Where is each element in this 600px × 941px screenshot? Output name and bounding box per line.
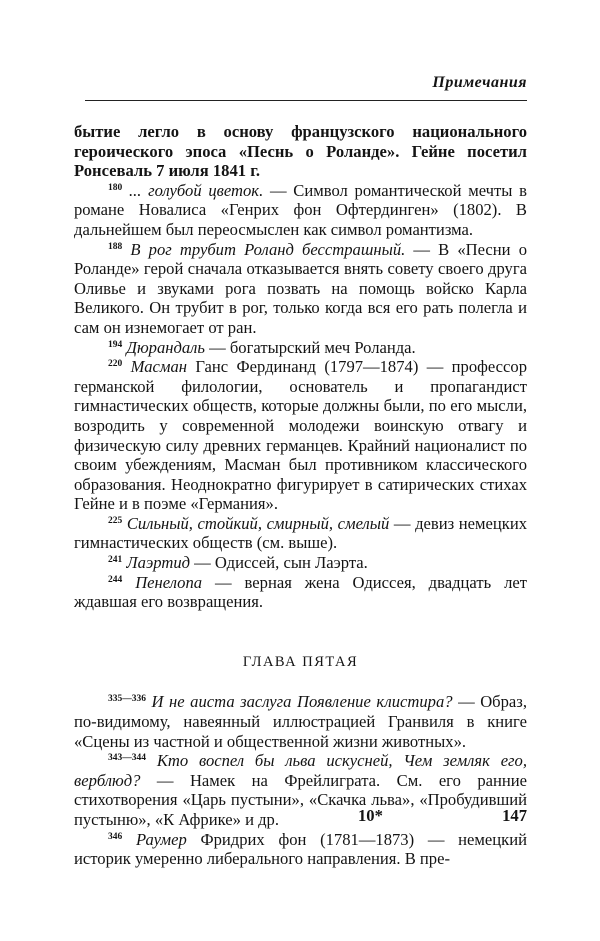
note-number: 180	[108, 182, 123, 193]
note-term: Раумер	[135, 829, 187, 849]
notes-body	[74, 122, 527, 869]
note-number: 241	[108, 555, 123, 566]
note-term: В рог трубит Роланд бесстрашный.	[130, 239, 406, 259]
note-194	[74, 338, 527, 358]
continuation-line-3: Ронсеваль 7 июля 1841 г.	[74, 161, 261, 181]
note-term: Пенелопа	[135, 572, 203, 592]
note-term: Дюрандаль	[126, 337, 205, 357]
note-term: Лаэртид	[126, 553, 191, 573]
note-term: Масман	[130, 357, 187, 377]
note-text: — Символ романтической мечты в романе Новалиса «Генрих фон Офтердинген» (1802). В дальнейшем был переосмыслен как символ романтизма.	[74, 180, 527, 239]
header-rule	[85, 100, 527, 101]
chapter-heading: ГЛАВА ПЯТАЯ	[242, 653, 359, 670]
note-220	[74, 357, 527, 514]
note-text: — Образ, по-видимому, навеянный иллюстрацией Гранвиля в книге «Сцены из частной и общественной жизни животных».	[74, 692, 527, 751]
note-number: 335—336	[108, 694, 146, 705]
note-241	[74, 553, 527, 573]
printer-signature: 10*	[358, 806, 383, 825]
note-number: 220	[108, 359, 123, 370]
note-text: Ганс Фердинанд (1797—1874) — профессор германской филологии, основатель и пропагандист гимнастических обществ, которые должны были, по его мысли, возродить у современной молодежи воинскую отвагу и физическую силу древних германцев. Крайний националист по своим убеждениям, Масман был противником классического образования. Неоднократно фигурирует в сатирических стихах Гейне и в поэме «Германия».	[74, 357, 527, 514]
note-180	[74, 181, 527, 240]
note-text: Фридрих фон (1781—1873) — немецкий историк умеренно либерального направления. В пре-	[74, 829, 527, 869]
note-term: И не аиста заслуга Появление клистира?	[151, 692, 453, 712]
note-225	[74, 514, 527, 553]
continuation-line-2: героического эпоса «Песнь о Роланде». Гейне посетил	[74, 141, 527, 161]
note-number: 194	[108, 339, 123, 350]
note-text: — богатырский меч Роланда.	[204, 337, 416, 357]
note-number: 346	[108, 831, 123, 842]
note-244	[74, 573, 527, 612]
note-number: 188	[108, 241, 123, 252]
note-term: Сильный, стойкий, смирный, смелый	[126, 513, 390, 533]
note-term: ... голубой цветок.	[129, 180, 264, 200]
note-335-336	[74, 692, 527, 751]
note-text: — верная жена Одиссея, двадцать лет ждавшая его возвращения.	[74, 572, 528, 612]
note-term: Кто воспел бы льва искусней, Чем земляк его, верблюд?	[74, 751, 527, 790]
note-number: 343—344	[108, 753, 146, 764]
note-346	[74, 830, 527, 869]
page-number: 147	[502, 806, 527, 825]
continuation-line-1: бытие легло в основу французского национального	[74, 122, 527, 141]
note-number: 225	[108, 515, 123, 526]
note-text: — В «Песни о Роланде» герой сначала отказывается внять совету своего друга Оливье и звуками рога позвать на помощь войско Карла Великого. Он трубит в рог, только когда вся его рать полегла и сам он изнемогает от ран.	[74, 239, 527, 337]
page-footer	[74, 806, 527, 828]
note-number: 244	[108, 574, 123, 585]
running-header	[85, 74, 527, 104]
note-continuation	[74, 122, 527, 181]
running-header-title: Примечания	[432, 74, 527, 91]
note-text: — Одиссей, сын Лаэрта.	[190, 553, 368, 573]
note-text: — девиз немецких гимнастических обществ (см. выше).	[74, 513, 527, 553]
note-188	[74, 240, 527, 338]
note-text: — Намек на Фрейлиграта. См. его ранние стихотворения «Царь пустыни», «Скачка льва», «Пробудивший пустыню», «К Африке» и др.	[74, 770, 527, 829]
